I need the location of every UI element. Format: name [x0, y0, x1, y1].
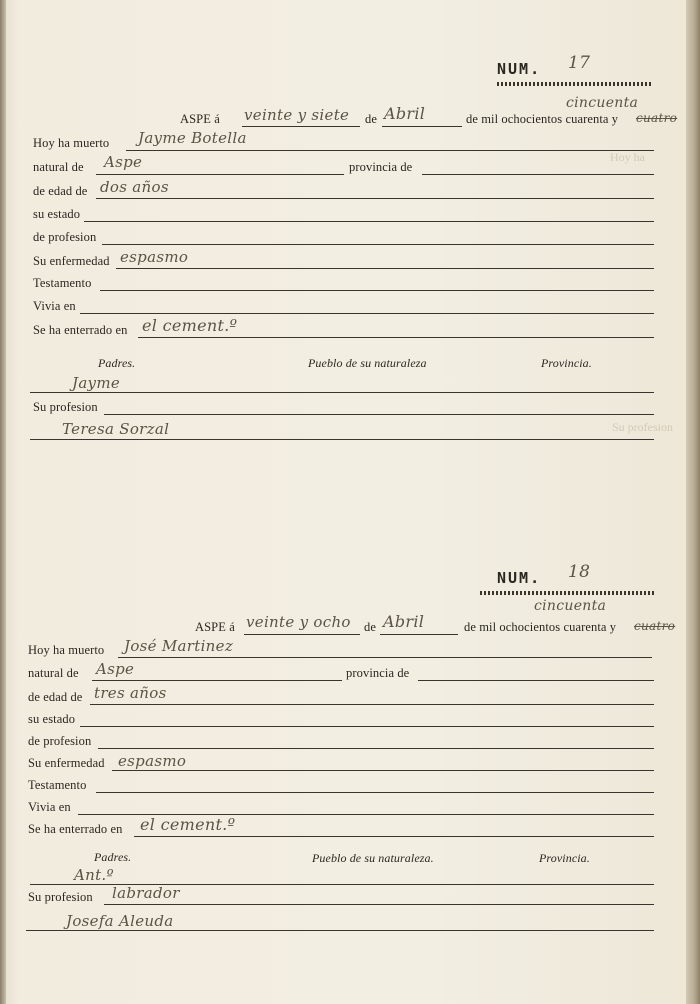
illness-line	[112, 770, 654, 771]
place-label: ASPE á	[180, 112, 220, 126]
origin-line	[96, 174, 344, 175]
day-value: veinte y siete	[244, 106, 350, 124]
province-line	[418, 680, 654, 681]
bleed-through: Hoy ha	[610, 150, 645, 164]
deceased-name: Jayme Botella	[138, 129, 247, 147]
father-name: Jayme	[72, 374, 121, 392]
age-line	[90, 704, 654, 705]
profession-label: de profesion	[33, 230, 97, 244]
deceased-name: José Martinez	[124, 637, 234, 655]
status-label: su estado	[28, 712, 76, 726]
father-line	[30, 392, 654, 393]
province-label: provincia de	[346, 666, 410, 680]
year-correction: cincuenta	[534, 598, 607, 614]
province-line	[422, 174, 654, 175]
burial-line	[134, 836, 654, 837]
deceased-label: Hoy ha muerto	[33, 136, 110, 150]
year-correction: cincuenta	[566, 95, 639, 111]
mother-name: Teresa Sorzal	[62, 420, 170, 438]
month-value: Abril	[384, 104, 426, 123]
mother-name: Josefa Aleuda	[66, 912, 174, 930]
deceased-line	[126, 150, 654, 151]
place-label: ASPE á	[195, 620, 235, 634]
age-value: tres años	[94, 684, 167, 702]
pueblo-header: Pueblo de su naturaleza	[308, 356, 427, 370]
record-number-label: NUM.	[497, 60, 542, 78]
burial-value: el cement.º	[140, 815, 236, 834]
month-line	[382, 126, 462, 127]
burial-label: Se ha enterrado en	[33, 323, 128, 337]
burial-label: Se ha enterrado en	[28, 822, 123, 836]
origin-value: Aspe	[96, 660, 135, 678]
age-line	[96, 198, 654, 199]
parent-profession-label: Su profesion	[28, 890, 93, 904]
year-prefix: de mil ochocientos cuarenta y	[466, 112, 619, 126]
deceased-label: Hoy ha muerto	[28, 643, 105, 657]
father-name: Ant.º	[74, 866, 114, 884]
origin-line	[92, 680, 342, 681]
profession-line	[98, 748, 654, 749]
parent-profession-label: Su profesion	[33, 400, 98, 414]
testament-label: Testamento	[33, 276, 92, 290]
parents-header: Padres.	[94, 850, 132, 864]
page-left-edge	[0, 0, 6, 1004]
parent-profession-value: labrador	[112, 884, 180, 902]
book-binding-edge	[686, 0, 700, 1004]
age-label: de edad de	[33, 184, 88, 198]
deceased-line	[118, 657, 652, 658]
burial-value: el cement.º	[142, 316, 238, 335]
origin-label: natural de	[33, 160, 84, 174]
ornamental-rule	[497, 82, 652, 86]
residence-line	[80, 313, 654, 314]
profession-label: de profesion	[28, 734, 92, 748]
residence-label: Vivia en	[28, 800, 71, 814]
record-number-value: 18	[568, 562, 591, 582]
status-label: su estado	[33, 207, 81, 221]
parent-profession-line	[104, 904, 654, 905]
origin-value: Aspe	[104, 153, 143, 171]
month-line	[380, 634, 458, 635]
day-line	[244, 634, 360, 635]
province-label: provincia de	[349, 160, 413, 174]
parents-header: Padres.	[98, 356, 136, 370]
year-prefix: de mil ochocientos cuarenta y	[464, 620, 617, 634]
day-line	[242, 126, 360, 127]
mother-line	[30, 439, 654, 440]
age-value: dos años	[100, 178, 169, 196]
provincia-header: Provincia.	[541, 356, 592, 370]
year-printed: cuatro	[634, 619, 676, 633]
month-value: Abril	[383, 612, 425, 631]
testament-label: Testamento	[28, 778, 87, 792]
record-number-label: NUM.	[497, 569, 542, 587]
provincia-header: Provincia.	[539, 851, 590, 865]
record-number-value: 17	[568, 53, 591, 73]
bleed-through: Su profesion	[612, 420, 673, 434]
status-line	[80, 726, 654, 727]
illness-line	[116, 268, 654, 269]
pueblo-header: Pueblo de su naturaleza.	[312, 851, 434, 865]
age-label: de edad de	[28, 690, 83, 704]
residence-label: Vivia en	[33, 299, 76, 313]
illness-label: Su enfermedad	[28, 756, 105, 770]
year-printed: cuatro	[636, 111, 678, 125]
mother-line	[26, 930, 654, 931]
illness-value: espasmo	[118, 752, 187, 770]
de-label: de	[364, 620, 376, 634]
ornamental-rule	[480, 591, 655, 595]
illness-label: Su enfermedad	[33, 254, 110, 268]
parent-profession-line	[104, 414, 654, 415]
testament-line	[100, 290, 654, 291]
status-line	[84, 221, 654, 222]
profession-line	[102, 244, 654, 245]
day-value: veinte y ocho	[246, 613, 351, 631]
de-label: de	[365, 112, 377, 126]
origin-label: natural de	[28, 666, 79, 680]
testament-line	[96, 792, 654, 793]
illness-value: espasmo	[120, 248, 189, 266]
burial-line	[138, 337, 654, 338]
